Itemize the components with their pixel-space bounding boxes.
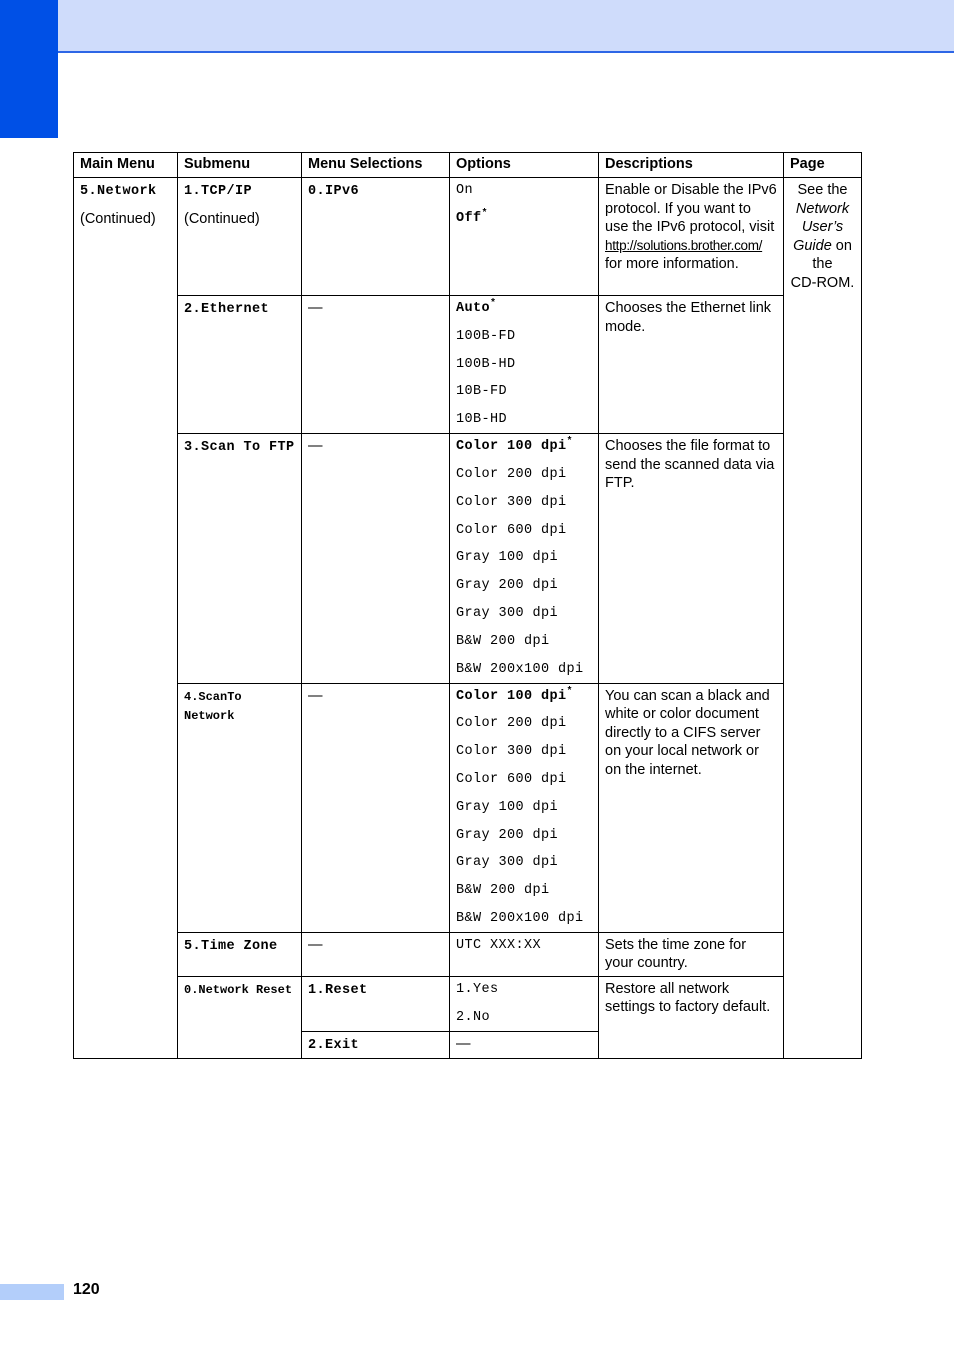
submenu-cell <box>178 296 302 434</box>
option-label: Color 100 dpi <box>456 688 567 704</box>
default-marker: * <box>481 208 488 220</box>
description-cell: Restore all network settings to factory default. <box>599 976 784 1058</box>
option-item: Gray 200 dpi <box>456 578 559 594</box>
options-cell <box>450 1031 599 1059</box>
option-label: Color 100 dpi <box>456 439 567 455</box>
submenu-label: 2.Ethernet <box>184 302 270 317</box>
col-header-submenu: Submenu <box>178 153 302 178</box>
submenu-label: 5.Time Zone <box>184 938 278 954</box>
selection-label: 0.IPv6 <box>308 184 360 199</box>
menu-table <box>73 152 862 1059</box>
option-item: UTC XXX:XX <box>456 937 542 953</box>
option-item <box>456 437 592 465</box>
option-item: B&W 200x100 dpi <box>456 910 584 926</box>
option-item <box>456 209 592 229</box>
description-cell: You can scan a black and white or color document directly to a CIFS server on your local network or on the internet. <box>599 683 784 932</box>
col-header-menu-selections: Menu Selections <box>302 153 450 178</box>
table-row <box>74 434 862 683</box>
option-item: B&W 200 dpi <box>456 883 550 899</box>
col-header-page: Page <box>784 153 862 178</box>
option-item: 10B-HD <box>456 412 508 428</box>
option-item: Gray 200 dpi <box>456 827 559 843</box>
selection-dash: — <box>308 300 323 316</box>
options-cell <box>450 683 599 932</box>
page-ref-media: CD-ROM. <box>790 274 855 291</box>
option-item: B&W 200x100 dpi <box>456 661 584 677</box>
table-header-row <box>74 153 862 178</box>
selection-cell <box>302 932 450 976</box>
submenu-label: 0.Network Reset <box>184 982 293 997</box>
col-header-descriptions: Descriptions <box>599 153 784 178</box>
option-item: Gray 100 dpi <box>456 799 559 815</box>
description-text: for more information. <box>605 256 739 272</box>
selection-dash: — <box>308 936 323 953</box>
description-cell: Sets the time zone for your country. <box>599 932 784 976</box>
table-row <box>74 178 862 296</box>
col-header-main-menu: Main Menu <box>74 153 178 178</box>
option-item: Color 200 dpi <box>456 716 567 732</box>
option-item: Gray 300 dpi <box>456 855 559 871</box>
options-cell <box>450 932 599 976</box>
footer-bar <box>0 1284 64 1300</box>
solutions-link[interactable]: http://solutions.brother.com/ <box>605 237 763 253</box>
main-menu-item: 5.Network <box>80 184 157 199</box>
description-cell: Chooses the file format to send the scanned data via FTP. <box>599 434 784 683</box>
page-ref-text: the <box>812 256 833 272</box>
submenu-cell <box>178 976 302 1058</box>
option-item: 2.No <box>456 1009 491 1025</box>
selection-cell <box>302 683 450 932</box>
selection-dash: — <box>456 1035 471 1052</box>
options-cell <box>450 976 599 1031</box>
page-ref-guide: User’s <box>801 219 844 235</box>
table-row <box>74 932 862 976</box>
page-ref-text: on <box>835 237 852 254</box>
table-row <box>74 296 862 434</box>
option-item: Color 600 dpi <box>456 522 567 538</box>
option-item: Gray 100 dpi <box>456 550 559 566</box>
header-band <box>58 0 954 53</box>
submenu-cell <box>178 683 302 932</box>
options-cell <box>450 434 599 683</box>
option-item: B&W 200 dpi <box>456 633 550 649</box>
chapter-tab <box>0 0 58 138</box>
option-label: Off <box>456 210 482 226</box>
option-item: Color 200 dpi <box>456 466 567 482</box>
option-item: Gray 300 dpi <box>456 605 559 621</box>
option-item <box>456 687 592 715</box>
selection-cell <box>302 434 450 683</box>
option-item: Color 300 dpi <box>456 494 567 510</box>
submenu-cell <box>178 932 302 976</box>
option-label: Auto <box>456 301 491 316</box>
selection-cell <box>302 178 450 296</box>
option-item: 100B-HD <box>456 356 516 372</box>
selection-cell <box>302 1031 450 1059</box>
main-menu-cell <box>74 178 178 1059</box>
description-cell: Chooses the Ethernet link mode. <box>599 296 784 434</box>
page-ref-text: See the <box>797 182 848 198</box>
page-ref-guide: Network <box>795 200 850 217</box>
selection-dash: — <box>308 687 323 704</box>
option-item <box>456 299 592 327</box>
description-text: Enable or Disable the IPv6 protocol. If you want to use the IPv6 protocol, visit <box>605 182 777 235</box>
option-item: Color 300 dpi <box>456 744 567 760</box>
col-header-options: Options <box>450 153 599 178</box>
options-cell <box>450 178 599 296</box>
page-ref-guide: Guide <box>793 237 832 254</box>
submenu-cell <box>178 178 302 296</box>
submenu-cell <box>178 434 302 683</box>
selection-cell <box>302 296 450 434</box>
default-marker: * <box>566 686 573 698</box>
main-menu-continued: (Continued) <box>80 210 156 227</box>
submenu-label: 1.TCP/IP <box>184 184 253 199</box>
selection-label: 2.Exit <box>308 1037 360 1053</box>
option-item: 1.Yes <box>456 981 499 997</box>
submenu-label: 3.Scan To FTP <box>184 440 295 456</box>
default-marker: * <box>566 436 573 448</box>
description-cell <box>599 178 784 296</box>
default-marker: * <box>490 298 497 310</box>
option-item: 10B-FD <box>456 384 508 400</box>
options-cell <box>450 296 599 434</box>
selection-dash: — <box>308 438 323 455</box>
table-row <box>74 976 862 1031</box>
table-row <box>74 683 862 932</box>
selection-cell <box>302 976 450 1031</box>
page-ref-cell <box>784 178 862 1059</box>
option-item: On <box>456 183 474 198</box>
selection-label: 1.Reset <box>308 982 368 998</box>
option-item: 100B-FD <box>456 328 516 344</box>
option-item: Color 600 dpi <box>456 771 567 787</box>
page-number: 120 <box>73 1281 100 1298</box>
submenu-continued: (Continued) <box>184 210 260 227</box>
submenu-label: 4.ScanTo Network <box>184 689 242 724</box>
